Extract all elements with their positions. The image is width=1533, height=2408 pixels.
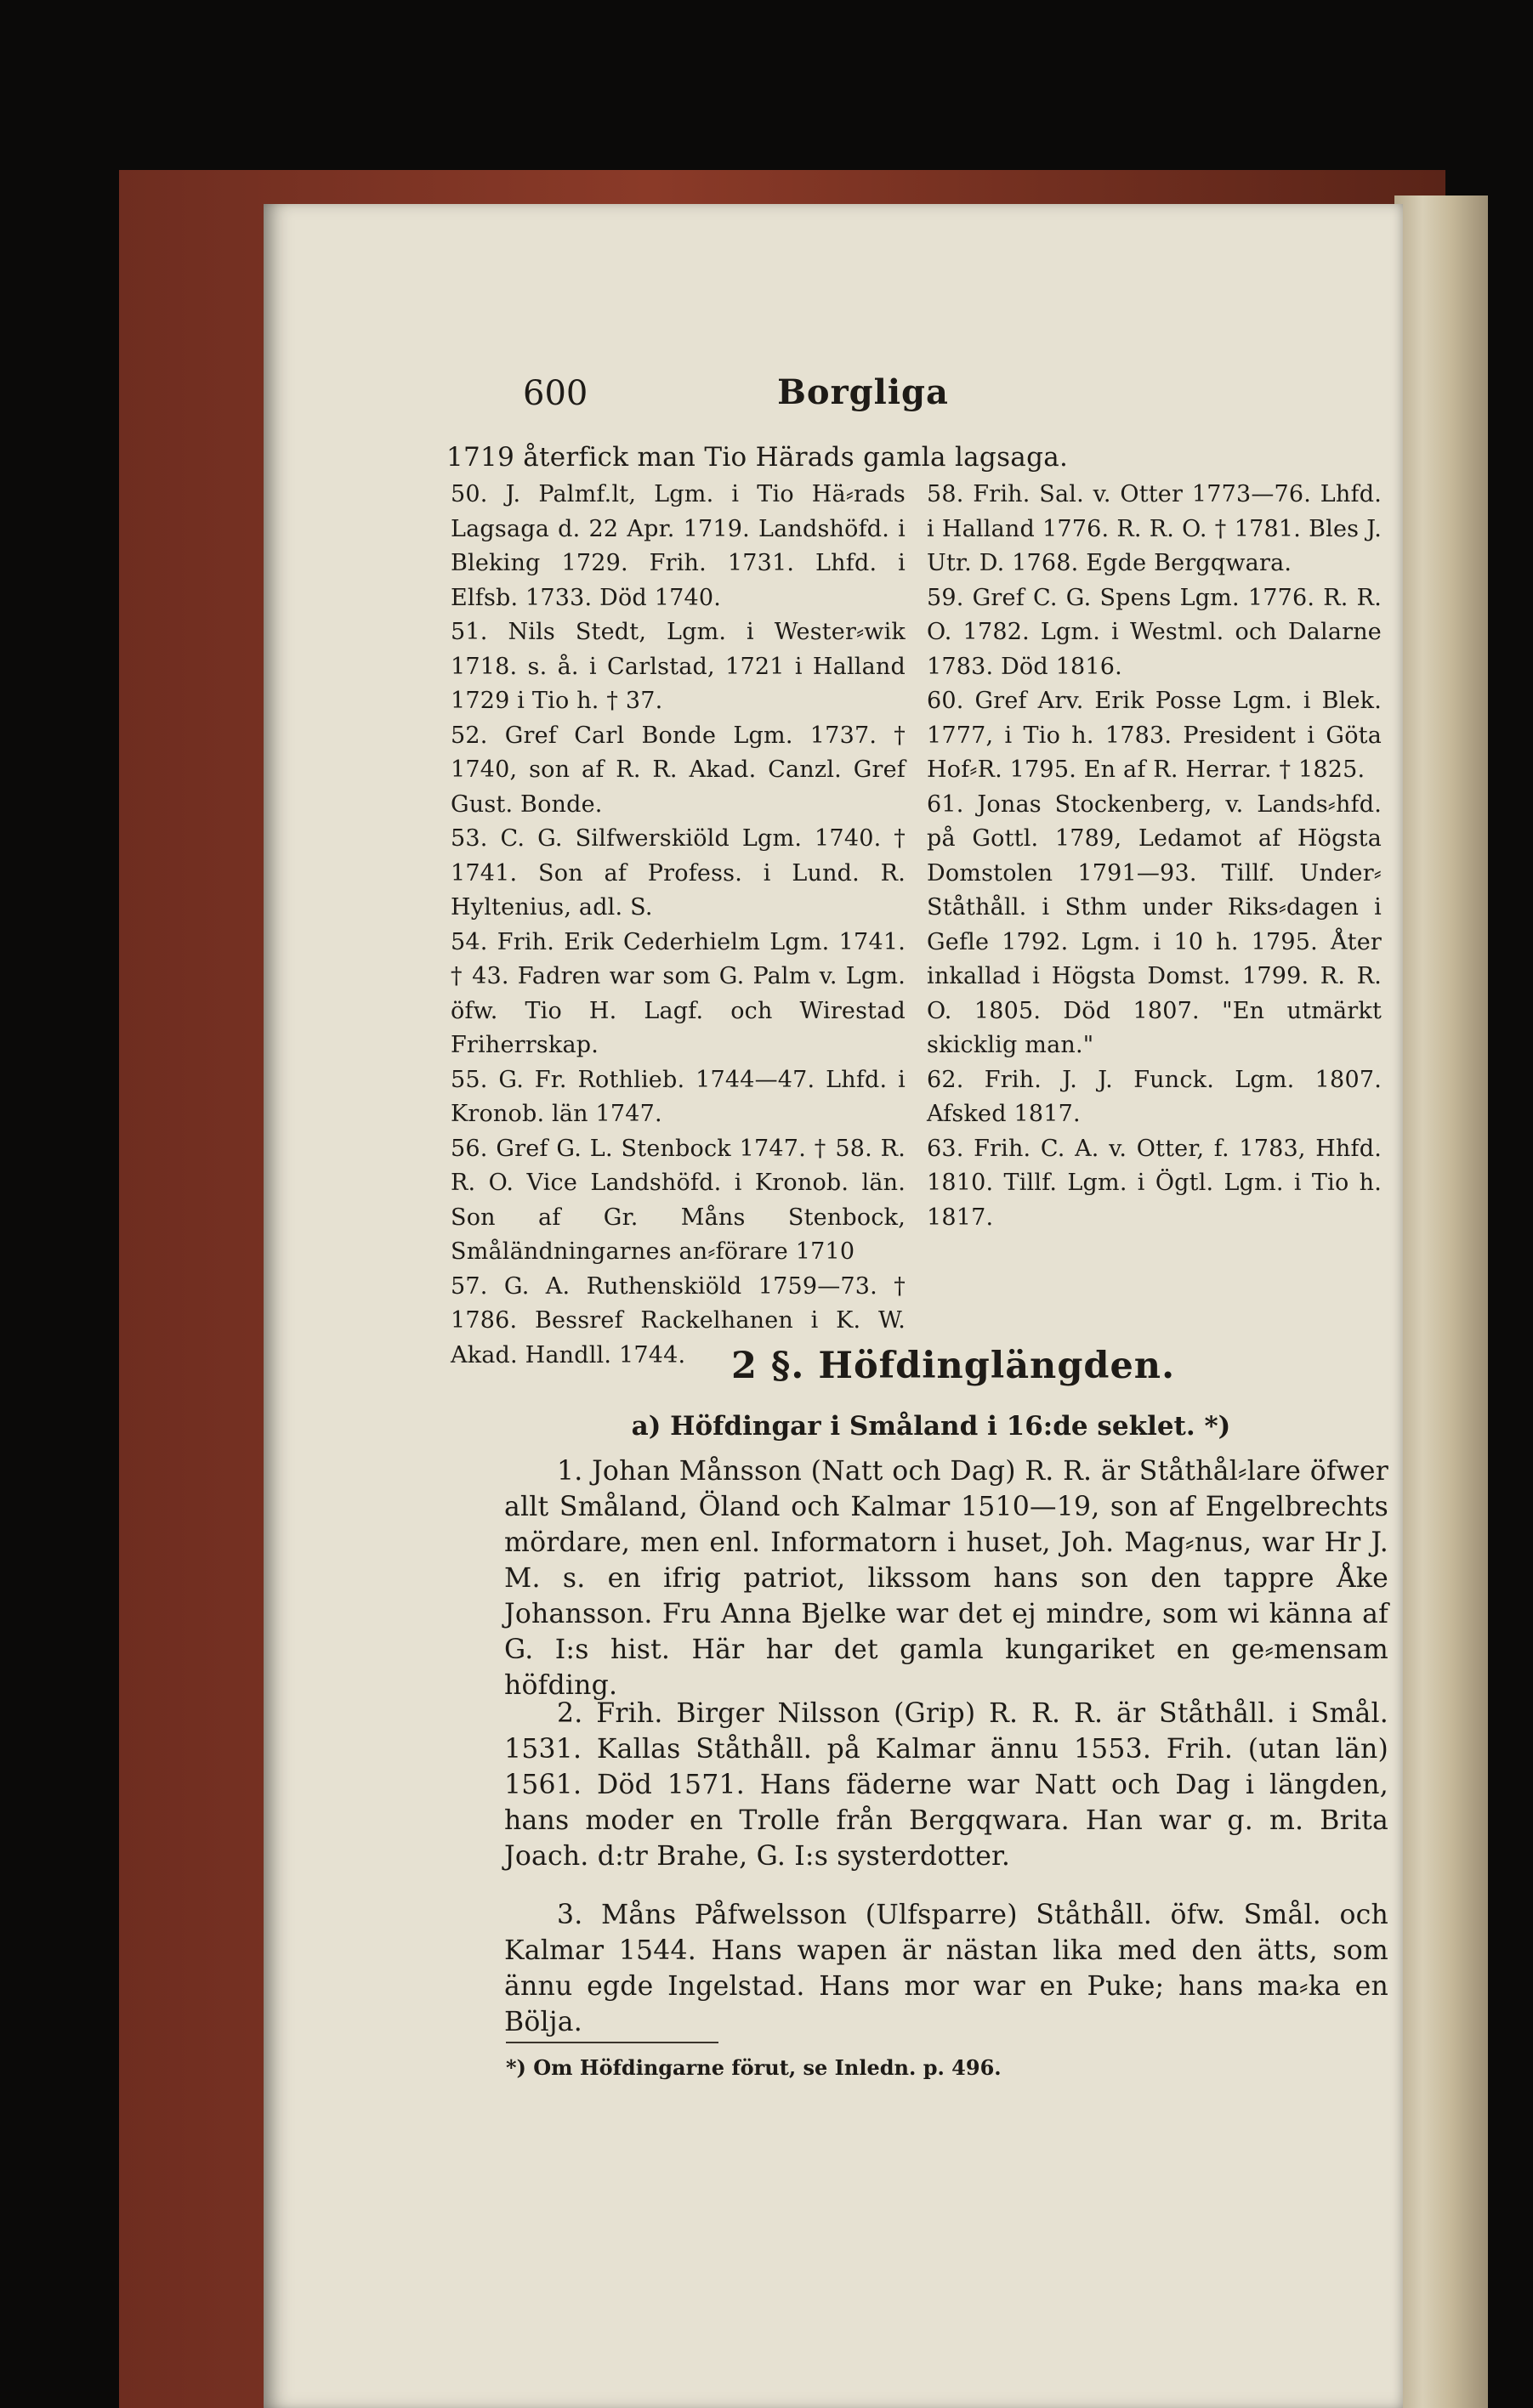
list-item: 56. Gref G. L. Stenbock 1747. † 58. R. R. O. Vice Landshöfd. i Kronob. län. Son af Gr. Måns Stenbock, Småländningarnes an⸗förare 1710 — [451, 1135, 906, 1265]
footnote: *) Om Höfdingarne förut, se Inledn. p. 496. — [506, 2055, 1002, 2080]
continuation-line: 1719 återfick man Tio Härads gamla lagsaga. — [446, 442, 1069, 473]
list-item: 50. J. Palmf.lt, Lgm. i Tio Hä⸗rads Lagsaga d. 22 Apr. 1719. Landshöfd. i Bleking 1729. Frih. 1731. Lhfd. i Elfsb. 1733. Död 1740. — [451, 481, 906, 611]
paragraph: 1. Johan Månsson (Natt och Dag) R. R. är Ståthål⸗lare öfwer allt Småland, Öland och Kalmar 1510—19, son af Engelbrechts mördare, men enl. Informatorn i huset, Joh. Mag⸗nus, war Hr J. M. s. en ifrig patriot, likssom hans son den tappre Åke Johansson. Fru Anna Bjelke war det ej mindre, som wi känna af G. I:s hist. Här har det gamla kungariket en ge⸗mensam höfding. — [504, 1456, 1388, 1701]
list-item: 59. Gref C. G. Spens Lgm. 1776. R. R. O. 1782. Lgm. i Westml. och Dalarne 1783. Död 1816. — [927, 584, 1382, 680]
list-item: 53. C. G. Silfwerskiöld Lgm. 1740. † 1741. Son af Profess. i Lund. R. Hyltenius, adl. S. — [451, 825, 906, 921]
list-item: 62. Frih. J. J. Funck. Lgm. 1807. Afsked 1817. — [927, 1066, 1382, 1127]
section-title: 2 §. Höfdinglängden. — [731, 1345, 1176, 1387]
list-item: 57. G. A. Ruthenskiöld 1759—73. † 1786. Bessref Rackelhanen i K. W. Akad. Handll. 1744. — [451, 1272, 906, 1368]
section-subheading: a) Höfdingar i Småland i 16:de seklet. *) — [631, 1411, 1231, 1442]
paragraph: 2. Frih. Birger Nilsson (Grip) R. R. R. är Ståthåll. i Smål. 1531. Kallas Ståthåll. på Kalmar ännu 1553. Frih. (utan län) 1561. Död 1571. Hans fäderne war Natt och Dag i längden, hans moder en Trolle från Bergqwara. Han war g. m. Brita Joach. d:tr Brahe, G. I:s systerdotter. — [504, 1698, 1388, 1872]
book-page — [264, 204, 1403, 2408]
left-column — [451, 478, 906, 1373]
list-item: 63. Frih. C. A. v. Otter, f. 1783, Hhfd. 1810. Tillf. Lgm. i Ögtl. Lgm. i Tio h. 1817. — [927, 1135, 1382, 1231]
page-number: 600 — [523, 374, 588, 413]
list-item: 54. Frih. Erik Cederhielm Lgm. 1741. † 43. Fadren war som G. Palm v. Lgm. öfw. Tio H. Lagf. och Wirestad Friherrskap. — [451, 928, 906, 1058]
list-item: 51. Nils Stedt, Lgm. i Wester⸗wik 1718. s. å. i Carlstad, 1721 i Halland 1729 i Tio h. † 37. — [451, 619, 906, 714]
running-head: Borgliga — [777, 372, 949, 412]
right-column — [927, 478, 1382, 1235]
footnote-rule — [506, 2042, 718, 2043]
list-item: 58. Frih. Sal. v. Otter 1773—76. Lhfd. i Halland 1776. R. R. O. † 1781. Bles J. Utr. D. 1768. Egde Bergqwara. — [927, 481, 1382, 576]
list-item: 61. Jonas Stockenberg, v. Lands⸗hfd. på Gottl. 1789, Ledamot af Högsta Domstolen 1791—93. Tillf. Under⸗Ståthåll. i Sthm under Riks⸗dagen i Gefle 1792. Lgm. i 10 h. 1795. Åter inkallad i Högsta Domst. 1799. R. R. O. 1805. Död 1807. "En utmärkt skicklig man." — [927, 790, 1382, 1058]
book-page-edges — [1394, 195, 1488, 2408]
list-item: 52. Gref Carl Bonde Lgm. 1737. † 1740, son af R. R. Akad. Canzl. Gref Gust. Bonde. — [451, 722, 906, 818]
list-item: 55. G. Fr. Rothlieb. 1744—47. Lhfd. i Kronob. län 1747. — [451, 1066, 906, 1127]
paragraph: 3. Måns Påfwelsson (Ulfsparre) Ståthåll. öfw. Smål. och Kalmar 1544. Hans wapen är nästan lika med den ätts, som ännu egde Ingelstad. Hans mor war en Puke; hans ma⸗ka en Bölja. — [504, 1900, 1388, 2037]
list-item: 60. Gref Arv. Erik Posse Lgm. i Blek. 1777, i Tio h. 1783. President i Göta Hof⸗R. 1795. En af R. Herrar. † 1825. — [927, 688, 1382, 783]
